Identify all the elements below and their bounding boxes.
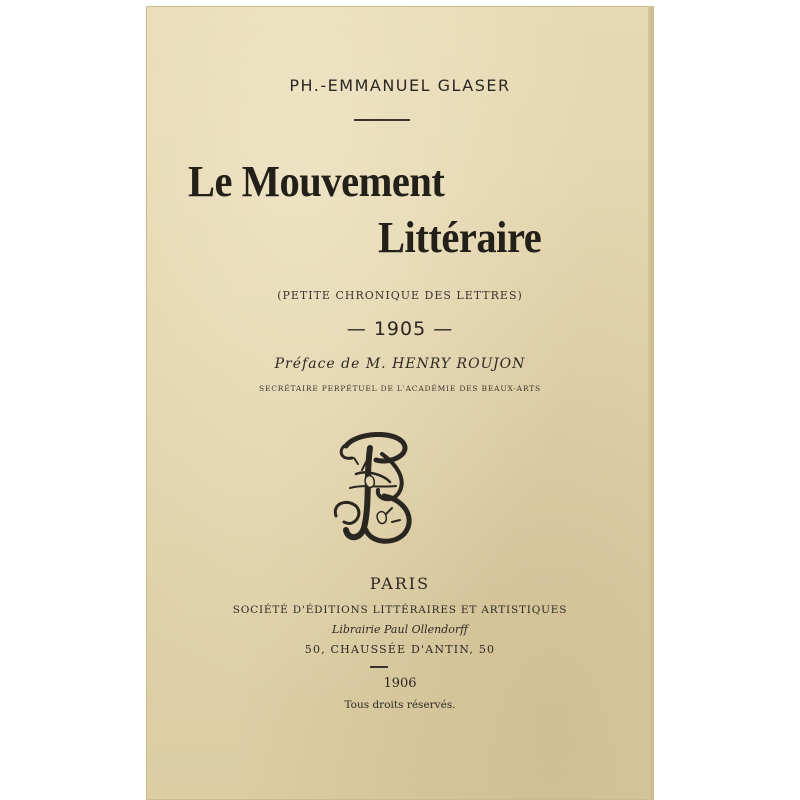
publication-year: 1906 bbox=[383, 676, 417, 691]
preface-role: SECRÉTAIRE PERPÉTUEL DE L'ACADÉMIE DES BEAUX-ARTS bbox=[259, 384, 541, 393]
year-banner: — 1905 — bbox=[346, 318, 454, 340]
rights-notice: Tous droits réservés. bbox=[344, 699, 456, 711]
book-cover bbox=[146, 6, 654, 800]
title-line-1: Le Mouvement bbox=[188, 157, 445, 206]
publisher-name: SOCIÉTÉ D'ÉDITIONS LITTÉRAIRES ET ARTISTIQUES bbox=[232, 604, 568, 616]
publisher-address: 50, CHAUSSÉE D'ANTIN, 50 bbox=[304, 643, 496, 656]
subtitle: (PETITE CHRONIQUE DES LETTRES) bbox=[277, 289, 523, 302]
title-divider bbox=[354, 119, 410, 121]
address-divider bbox=[370, 666, 388, 668]
publisher-monogram-icon bbox=[326, 424, 426, 548]
preface-line: Préface de M. HENRY ROUJON bbox=[274, 356, 526, 372]
city: PARIS bbox=[369, 574, 431, 593]
title-line-2: Littéraire bbox=[378, 213, 542, 262]
bookshop-name: Librairie Paul Ollendorff bbox=[332, 623, 468, 636]
author-name: PH.-EMMANUEL GLASER bbox=[289, 76, 511, 95]
